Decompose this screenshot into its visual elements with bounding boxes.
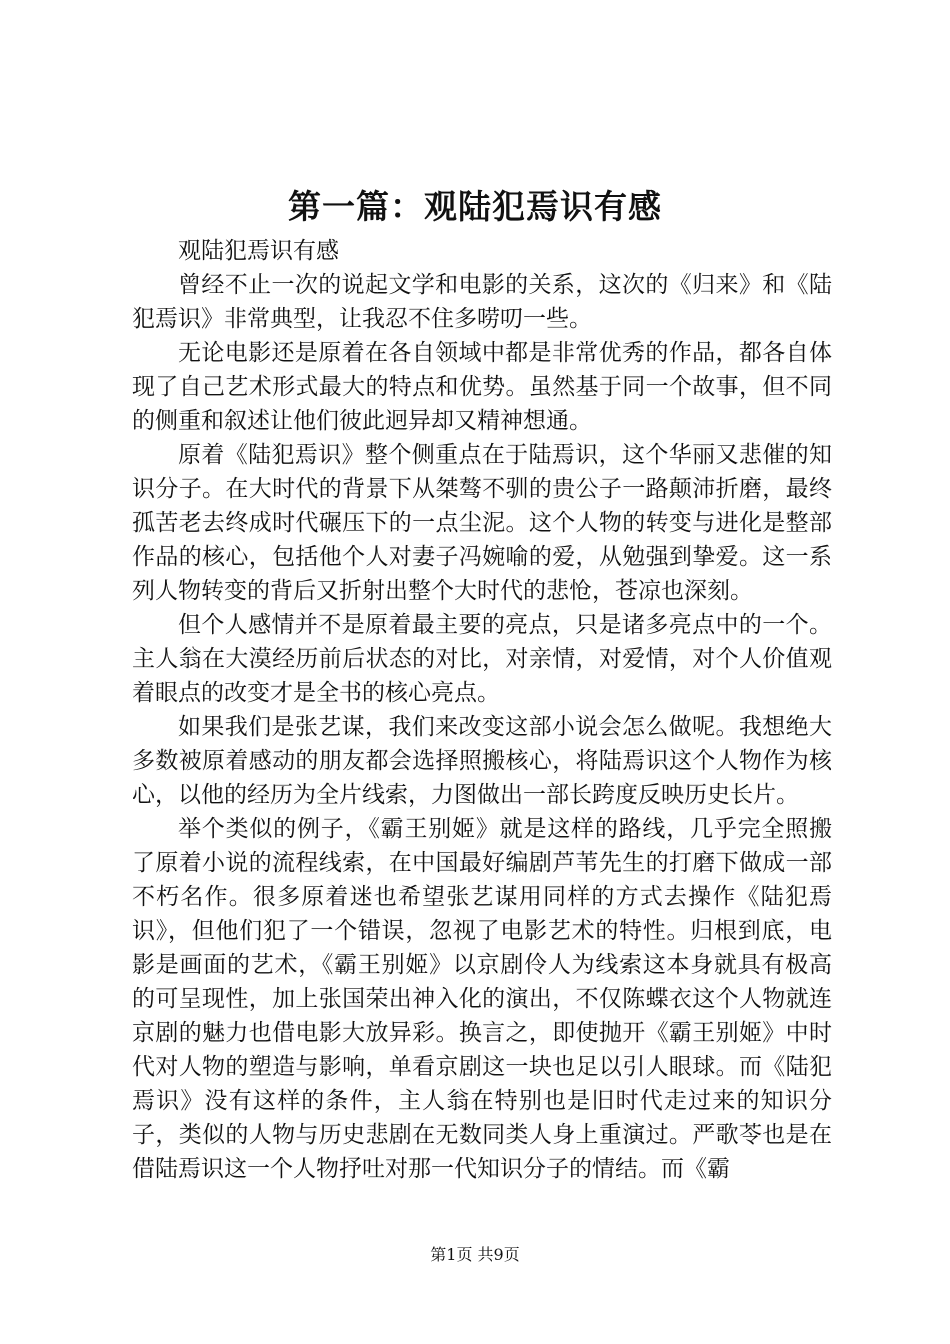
paragraph: 如果我们是张艺谋，我们来改变这部小说会怎么做呢。我想绝大多数被原着感动的朋友都会选择照搬核心，将陆焉识这个人物作为核心，以他的经历为全片线索，力图做出一部长跨度反映历史长片。 (132, 714, 832, 808)
paragraph: 曾经不止一次的说起文学和电影的关系，这次的《归来》和《陆犯焉识》非常典型，让我忍不住多唠叨一些。 (132, 272, 832, 332)
paragraph: 无论电影还是原着在各自领域中都是非常优秀的作品，都各自体现了自己艺术形式最大的特点和优势。虽然基于同一个故事，但不同的侧重和叙述让他们彼此迥异却又精神想通。 (132, 340, 832, 434)
paragraph: 但个人感情并不是原着最主要的亮点，只是诸多亮点中的一个。主人翁在大漠经历前后状态的对比，对亲情，对爱情，对个人价值观着眼点的改变才是全书的核心亮点。 (132, 612, 832, 706)
paragraph-subtitle: 观陆犯焉识有感 (178, 238, 339, 264)
document-body (132, 234, 832, 1186)
paragraph: 举个类似的例子，《霸王别姬》就是这样的路线，几乎完全照搬了原着小说的流程线索，在中国最好编剧芦苇先生的打磨下做成一部不朽名作。很多原着迷也希望张艺谋用同样的方式去操作《陆犯焉识》，但他们犯了一个错误，忽视了电影艺术的特性。归根到底，电影是画面的艺术，《霸王别姬》以京剧伶人为线索这本身就具有极高的可呈现性，加上张国荣出神入化的演出，不仅陈蝶衣这个人物就连京剧的魅力也借电影大放异彩。换言之，即使抛开《霸王别姬》中时代对人物的塑造与影响，单看京剧这一块也足以引人眼球。而《陆犯焉识》没有这样的条件，主人翁在特别也是旧时代走过来的知识分子，类似的人物与历史悲剧在无数同类人身上重演过。严歌苓也是在借陆焉识这一个人物抒吐对那一代知识分子的情结。而《霸 (132, 816, 832, 1182)
document-title: 第一篇：观陆犯焉识有感 (288, 187, 662, 226)
paragraph: 原着《陆犯焉识》整个侧重点在于陆焉识，这个华丽又悲催的知识分子。在大时代的背景下从桀骜不驯的贵公子一路颠沛折磨，最终孤苦老去终成时代碾压下的一点尘泥。这个人物的转变与进化是整部作品的核心，包括他个人对妻子冯婉喻的爱，从勉强到挚爱。这一系列人物转变的背后又折射出整个大时代的悲怆，苍凉也深刻。 (132, 442, 832, 604)
page-footer: 第1页 共9页 (430, 1245, 520, 1264)
